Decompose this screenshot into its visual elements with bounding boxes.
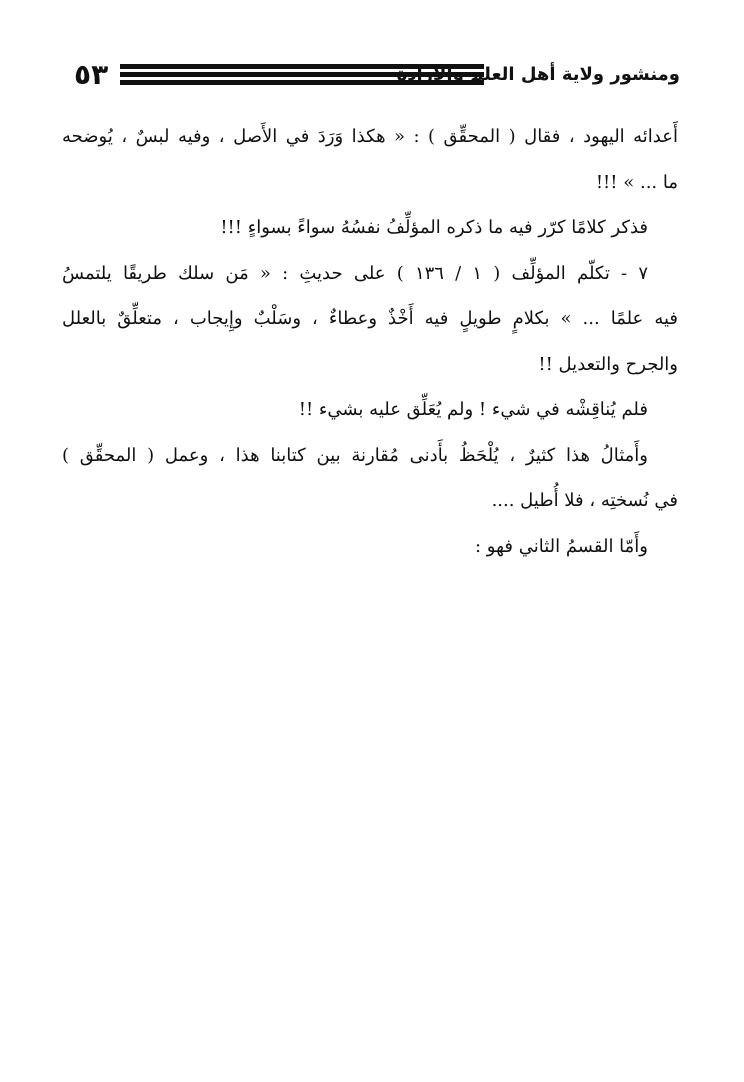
text-line-10: وأَمّا القسمُ الثاني فهو : xyxy=(474,535,648,557)
text-line-9: في نُسختِه ، فلا أُطيل .... xyxy=(491,490,678,511)
page-number: ٥٣ xyxy=(74,58,109,91)
text-line-8: وأَمثالُ هذا كثيرٌ ، يُلْحَظُ بأَدنى مُقارنة بين كتابنا هذا ، وعمل ( المحقِّق ) xyxy=(62,444,648,466)
page-header xyxy=(64,58,680,98)
body-text xyxy=(62,114,678,569)
text-line-2: ما ... » !!! xyxy=(595,171,678,193)
text-line-7: فلم يُناقِشْه في شيء ! ولم يُعَلِّق عليه بشيء !! xyxy=(298,399,648,420)
text-line-3: فذكر كلامًا كرّر فيه ما ذكره المؤلِّفُ نفسُهُ سواءً بسواءٍ !!! xyxy=(220,217,648,238)
running-title: ومنشور ولاية أهل العلم والإرادة xyxy=(396,64,680,85)
text-line-5: فيه علمًا ... » بكلامٍ طويلٍ فيه أَخْذٌ وعطاءٌ ، وسَلْبٌ وإِيجاب ، متعلِّقٌ بالعلل xyxy=(62,308,678,329)
text-line-1: أَعدائه اليهود ، فقال ( المحقِّق ) : « هكذا وَرَدَ في الأَصل ، وفيه لبسٌ ، يُوضحه xyxy=(62,126,678,147)
text-line-6: والجرح والتعديل !! xyxy=(538,353,678,375)
text-line-4: ٧ - تكلّم المؤلِّف ( ١ / ١٣٦ ) على حديثِ : « مَن سلك طريقًا يلتمسُ xyxy=(62,262,648,284)
